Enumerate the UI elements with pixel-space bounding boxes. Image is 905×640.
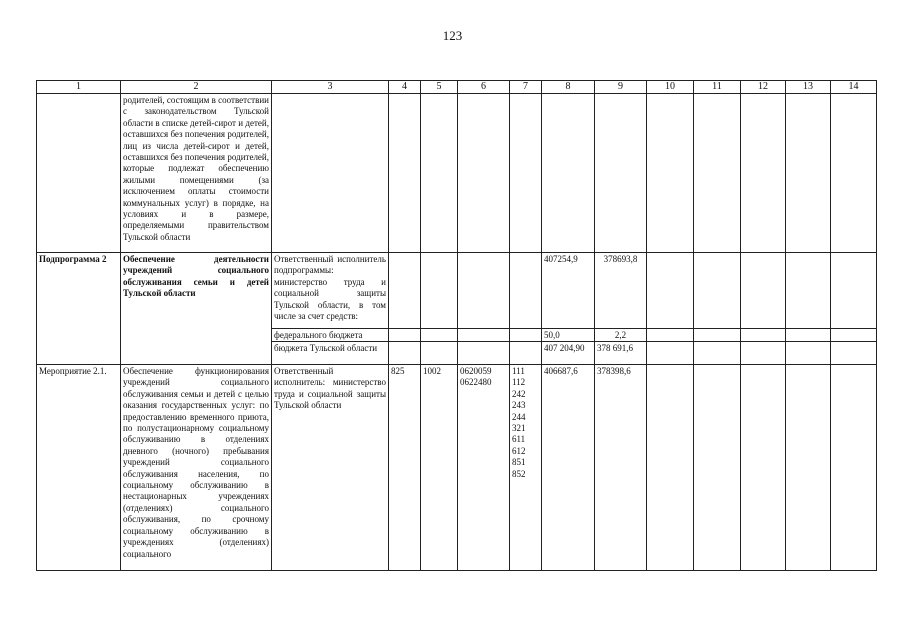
table-cell: [458, 342, 510, 365]
table-cell: [421, 94, 458, 253]
table-cell: [510, 329, 542, 342]
table-cell: [510, 342, 542, 365]
table-cell: [741, 253, 786, 329]
header-cell: 1: [37, 81, 121, 94]
continuation-text: родителей, состоящим в соответствии с законодательством Тульской области в списке детей-сирот и детей, оставшихся без попечения родителей, лиц из числа детей-сирот и детей, оставшихся без попечения родителей, которые подлежат обеспечению жилыми помещениями (за исключением оплаты стоимости коммунальных услуг) в порядке, на условиях и в размере, определяемыми правительством Тульской области: [121, 94, 272, 253]
table-cell: [458, 329, 510, 342]
federal-col8: 50,0: [542, 329, 595, 342]
header-cell: 8: [542, 81, 595, 94]
header-cell: 10: [647, 81, 694, 94]
regional-col8: 407 204,90: [542, 342, 595, 365]
table-cell: [741, 94, 786, 253]
budget-table: [36, 80, 877, 571]
header-cell: 3: [272, 81, 389, 94]
table-cell: [389, 329, 421, 342]
measure-col9: 378398,6: [595, 365, 647, 571]
table-cell: [786, 329, 831, 342]
header-cell: 12: [741, 81, 786, 94]
table-cell: [741, 365, 786, 571]
table-cell: [786, 94, 831, 253]
measure-name: Обеспечение функционирования учреждений социального обслуживания семьи и детей с целью оказания государственных услуг: по предоставлению временного приюта, по полустационарному социальному обслуживанию в отделениях дневного (ночного) пребывания учреждений социального обслуживания населения, по социальному обслуживанию в нестационарных учреждениях (отделениях) социального обслуживания, по срочному социальному обслуживанию в учреждениях (отделениях) социального: [121, 365, 272, 571]
measure-label: Мероприятие 2.1.: [37, 365, 121, 571]
header-cell: 4: [389, 81, 421, 94]
measure-responsible: Ответственный исполнитель: министерство труда и социальной защиты Тульской области: [272, 365, 389, 571]
measure-code: 611: [512, 434, 526, 445]
regional-col9: 378 691,6: [595, 342, 647, 365]
measure-code: 0620059: [460, 366, 492, 376]
header-cell: 14: [831, 81, 877, 94]
measure-code: 852: [512, 468, 526, 479]
table-cell: [421, 329, 458, 342]
header-row: [37, 81, 877, 94]
table-cell: [510, 253, 542, 329]
table-row-subprogram: [37, 253, 877, 329]
measure-col8: 406687,6: [542, 365, 595, 571]
header-cell: 7: [510, 81, 542, 94]
subprogram-responsible: Ответственный исполнитель подпрограммы: министерство труда и социальной защиты Тульской области, в том числе за счет средств:: [272, 253, 389, 329]
table-cell: [786, 365, 831, 571]
measure-col4: 825: [389, 365, 421, 571]
table-cell: [694, 94, 741, 253]
table-cell: [595, 94, 647, 253]
table-cell: [831, 329, 877, 342]
measure-col7: [510, 365, 542, 571]
table-cell: [647, 329, 694, 342]
subprogram-col8: 407254,9: [542, 253, 595, 329]
table-cell: [542, 94, 595, 253]
header-cell: 11: [694, 81, 741, 94]
table-cell: [647, 365, 694, 571]
measure-code: 242: [512, 388, 526, 399]
regional-label: бюджета Тульской области: [272, 342, 389, 365]
federal-col9: 2,2: [595, 329, 647, 342]
measure-code: 612: [512, 445, 526, 456]
subprogram-label: Подпрограмма 2: [37, 253, 121, 365]
table-cell: [786, 253, 831, 329]
table-cell: [647, 94, 694, 253]
header-cell: 2: [121, 81, 272, 94]
measure-col6: [458, 365, 510, 571]
table-cell: [389, 94, 421, 253]
header-cell: 9: [595, 81, 647, 94]
table-cell: [458, 253, 510, 329]
table-cell: [510, 94, 542, 253]
table-cell: [421, 253, 458, 329]
measure-code: 244: [512, 411, 526, 422]
table-cell: [421, 342, 458, 365]
table-cell: [694, 365, 741, 571]
measure-code: 112: [512, 377, 526, 388]
page-number: 123: [442, 28, 463, 43]
table-cell: [786, 342, 831, 365]
table-cell: [741, 329, 786, 342]
header-cell: 13: [786, 81, 831, 94]
measure-code: 111: [512, 366, 525, 376]
header-cell: 6: [458, 81, 510, 94]
measure-code: 0622480: [460, 377, 492, 388]
table-cell: [694, 329, 741, 342]
table-cell: [458, 94, 510, 253]
table-cell: [647, 342, 694, 365]
table-cell: [831, 94, 877, 253]
table-cell: [389, 253, 421, 329]
table-cell: [694, 253, 741, 329]
subprogram-name: Обеспечение деятельности учреждений социального обслуживания семьи и детей Тульской области: [121, 253, 272, 365]
table-cell: [831, 253, 877, 329]
table-row-continuation: [37, 94, 877, 253]
table-cell: [37, 94, 121, 253]
table-cell: [831, 342, 877, 365]
header-cell: 5: [421, 81, 458, 94]
table-cell: [389, 342, 421, 365]
federal-label: федерального бюджета: [272, 329, 389, 342]
table-row-measure: [37, 365, 877, 571]
table-cell: [741, 342, 786, 365]
measure-code: 321: [512, 423, 526, 434]
table-cell: [694, 342, 741, 365]
table-cell: [647, 253, 694, 329]
measure-col5: 1002: [421, 365, 458, 571]
table-cell: [831, 365, 877, 571]
subprogram-col9: 378693,8: [595, 253, 647, 329]
measure-code: 851: [512, 457, 526, 468]
measure-code: 243: [512, 400, 526, 411]
table-cell: [272, 94, 389, 253]
